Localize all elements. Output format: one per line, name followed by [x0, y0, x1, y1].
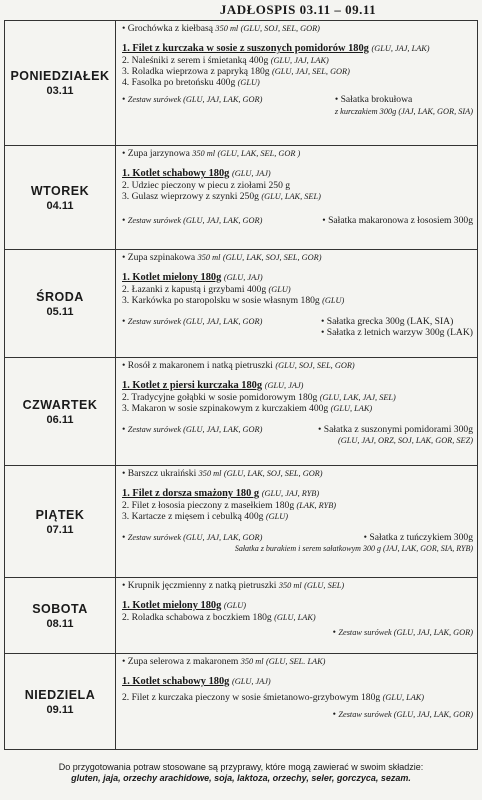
salad-right-line1: Sałatka z tuńczykiem 300g — [369, 532, 473, 544]
day-row-thursday — [5, 358, 478, 466]
day-row-saturday — [5, 578, 478, 654]
main-dish-2 — [122, 500, 473, 511]
main-dish-2-name: 2. Roladka schabowa z boczkiem 180g — [122, 611, 272, 623]
main-dish-1-allergens: (GLU, JAJ) — [223, 273, 263, 283]
salads-row — [122, 532, 473, 543]
main-dish-2-name: 2. Naleśniki z serem i śmietanką 400g — [122, 54, 269, 66]
main-dish-3-allergens: (GLU) — [322, 295, 345, 305]
main-dish-1-name: 1. Kotlet z piersi kurczaka 180g — [122, 380, 263, 392]
main-dish-1-allergens: (GLU, JAJ) — [264, 381, 304, 391]
main-dish-1-allergens: (GLU, JAJ) — [231, 677, 271, 687]
day-date: 09.11 — [46, 703, 74, 716]
day-date: 07.11 — [46, 523, 74, 536]
main-dish-2 — [122, 392, 473, 403]
salad-right: • Zestaw surówek (GLU, JAJ, LAK, GOR) — [332, 708, 473, 720]
day-date: 04.11 — [46, 199, 74, 212]
main-dish-4-name: 4. Fasolka po bretońsku 400g — [122, 77, 236, 89]
soup-name: Zupa szpinakowa — [127, 252, 196, 263]
soup-name: Rosół z makaronem i natką pietruszki — [127, 360, 273, 371]
salad-right-line1: Sałatka brokułowa — [340, 94, 413, 106]
soup-size: 350 ml — [278, 581, 302, 590]
dishes-cell — [116, 21, 478, 146]
dishes-cell — [116, 358, 478, 466]
salads-row — [122, 215, 473, 226]
soup-item: • Grochówka z kiełbasą 350 ml (GLU, SOJ, SEL, GOR) — [122, 23, 320, 34]
main-dish-3-allergens: (GLU, LAK) — [330, 403, 373, 413]
main-dish-1 — [122, 676, 473, 687]
main-dish-4-allergens: (GLU) — [237, 78, 260, 88]
day-row-wednesday — [5, 250, 478, 358]
soup-allergens: (GLU, SOJ, SEL, GOR) — [240, 24, 320, 33]
soup-size: 350 ml — [215, 24, 239, 33]
page-title: JADŁOSPIS 03.11 – 09.11 — [219, 2, 377, 17]
soup-allergens: (GLU, LAK, SEL, GOR ) — [217, 149, 301, 158]
soup-name: Zupa jarzynowa — [127, 148, 190, 159]
main-dish-1-name: 1. Kotlet mielony 180g — [122, 272, 222, 284]
soup-allergens: (GLU, SEL) — [304, 581, 345, 590]
main-dish-1 — [122, 600, 473, 611]
main-dish-2 — [122, 55, 473, 66]
day-row-tuesday — [5, 146, 478, 250]
main-dish-3-name: 3. Kartacze z mięsem i cebulką 400g — [122, 510, 264, 522]
salad-right-line1: Sałatka grecka 300g (LAK, SIA) — [326, 316, 454, 328]
soup-name: Zupa selerowa z makaronem — [127, 656, 239, 667]
soup-allergens: (GLU, SOJ, SEL, GOR) — [275, 361, 355, 370]
day-cell — [5, 146, 116, 250]
soup-item: • Zupa selerowa z makaronem 350 ml (GLU, SEL. LAK) — [122, 656, 326, 667]
salad-left: • Zestaw surówek (GLU, JAJ, LAK, GOR) — [122, 94, 263, 106]
footer-allergen-list: gluten, jaja, orzechy arachidowe, soja, laktoza, orzechy, seler, gorczyca, sezam. — [71, 773, 411, 783]
main-dish-2-name: 2. Filet z łososia pieczony z masełkiem 180g — [122, 499, 295, 511]
salad-right: • Sałatka grecka 300g (LAK, SIA) • Sałatka z letnich warzyw 300g (LAK) — [320, 316, 473, 339]
salad-text: Zestaw surówek (GLU, JAJ, LAK, GOR) — [338, 709, 473, 719]
day-cell — [5, 21, 116, 146]
main-dish-2-name: 2. Filet z kurczaka pieczony w sosie śmietanowo-grzybowym 180g — [122, 691, 381, 703]
soup-size: 350 ml — [198, 469, 222, 478]
day-name: NIEDZIELA — [24, 687, 96, 702]
main-dish-3 — [122, 66, 473, 77]
soup-name: Krupnik jęczmienny z natką pietruszki — [127, 580, 277, 591]
day-name: CZWARTEK — [22, 397, 98, 412]
dishes-cell — [116, 466, 478, 578]
main-dish-3-allergens: (GLU, JAJ, SEL, GOR) — [272, 66, 350, 76]
main-dish-1 — [122, 43, 473, 54]
day-row-friday — [5, 466, 478, 578]
main-dish-2 — [122, 692, 473, 703]
footer-note — [0, 762, 482, 784]
main-dish-1-allergens: (GLU, JAJ, RYB) — [261, 489, 320, 499]
soup-name: Barszcz ukraiński — [127, 468, 197, 479]
day-name: SOBOTA — [32, 601, 88, 616]
salad-left-text: Zestaw surówek (GLU, JAJ, LAK, GOR) — [127, 216, 263, 226]
soup-size: 350 ml — [240, 657, 264, 666]
main-dish-2 — [122, 180, 473, 191]
main-dish-2 — [122, 612, 473, 623]
salad-right: • Zestaw surówek (GLU, JAJ, LAK, GOR) — [332, 626, 473, 638]
salad-text: Zestaw surówek (GLU, JAJ, LAK, GOR) — [338, 627, 473, 637]
salad-right: • Sałatka z suszonymi pomidorami 300g (GLU, JAJ, ORZ, SOJ, LAK, GOR, SEZ) — [318, 424, 473, 446]
day-cell — [5, 466, 116, 578]
main-dish-2-allergens: (GLU, LAK) — [382, 692, 425, 702]
salad-left-text: Zestaw surówek (GLU, JAJ, LAK, GOR) — [127, 95, 263, 105]
main-dish-3-name: 3. Karkówka po staropolsku w sosie własnym 180g — [122, 294, 320, 306]
main-dish-1-allergens: (GLU, JAJ) — [231, 169, 271, 179]
main-dish-1-allergens: (GLU) — [223, 601, 247, 611]
main-dish-1-name: 1. Kotlet schabowy 180g — [122, 168, 230, 180]
soup-item: • Barszcz ukraiński 350 ml (GLU, LAK, SOJ, SEL, GOR) — [122, 468, 323, 479]
main-dish-4 — [122, 77, 473, 88]
salad-right-line2: (GLU, JAJ, ORZ, SOJ, LAK, GOR, SEZ) — [337, 436, 473, 446]
salad-right: • Sałatka makaronowa z łososiem 300g — [322, 215, 473, 227]
day-name: ŚRODA — [36, 289, 84, 304]
main-dish-2-allergens: (GLU, JAJ, LAK) — [270, 55, 329, 65]
main-dish-3-allergens: (GLU, LAK, SEL) — [261, 191, 321, 201]
main-dish-2-name: 2. Łazanki z kapustą i grzybami 400g — [122, 283, 267, 295]
dishes-cell — [116, 250, 478, 358]
soup-allergens: (GLU, LAK, SOJ, SEL, GOR) — [222, 253, 322, 262]
menu-table — [4, 20, 478, 750]
main-dish-1-name: 1. Kotlet mielony 180g — [122, 600, 222, 612]
salad-right-line2: z kurczakiem 300g (JAJ, LAK, GOR, SIA) — [334, 106, 473, 116]
day-cell — [5, 358, 116, 466]
main-dish-3-name: 3. Makaron w sosie szpinakowym z kurczakiem 400g — [122, 402, 329, 414]
soup-name: Grochówka z kiełbasą — [127, 23, 214, 34]
main-dish-2-name: 2. Tradycyjne gołąbki w sosie pomidorowym 180g — [122, 391, 318, 403]
main-dish-1 — [122, 488, 473, 499]
salad-right: • Sałatka z tuńczykiem 300g — [363, 532, 473, 544]
soup-item: • Zupa szpinakowa 350 ml (GLU, LAK, SOJ, SEL, GOR) — [122, 252, 322, 263]
day-date: 06.11 — [46, 413, 74, 426]
soup-size: 350 ml — [192, 149, 216, 158]
main-dish-3-allergens: (GLU) — [265, 511, 288, 521]
main-dish-1-name: 1. Kotlet schabowy 180g — [122, 676, 230, 688]
main-dish-2-name: 2. Udziec pieczony w piecu z ziołami 250 g — [122, 179, 291, 191]
salad-left-text: Zestaw surówek (GLU, JAJ, LAK, GOR) — [127, 317, 263, 327]
salad-right-line2: Sałatka z letnich warzyw 300g (LAK) — [326, 327, 473, 339]
soup-item: • Zupa jarzynowa 350 ml (GLU, LAK, SEL, GOR ) — [122, 148, 301, 159]
salad-left: • Zestaw surówek (GLU, JAJ, LAK, GOR) — [122, 215, 263, 227]
day-row-sunday — [5, 654, 478, 750]
main-dish-2-allergens: (GLU, LAK) — [274, 612, 316, 622]
main-dish-1-name: 1. Filet z kurczaka w sosie z suszonych pomidorów 180g — [122, 43, 369, 55]
salads-row — [122, 424, 473, 447]
day-name: PIĄTEK — [35, 507, 85, 522]
soup-item: • Rosół z makaronem i natką pietruszki (GLU, SOJ, SEL, GOR) — [122, 360, 355, 371]
soup-size: 350 ml — [197, 253, 221, 262]
day-cell — [5, 250, 116, 358]
main-dish-3-name: 3. Gulasz wieprzowy z szynki 250g — [122, 190, 259, 202]
day-cell — [5, 578, 116, 654]
soup-allergens: (GLU, SEL. LAK) — [265, 657, 326, 666]
menu-sheet — [4, 0, 478, 760]
soup-item: • Krupnik jęczmienny z natką pietruszki 350 ml (GLU, SEL) — [122, 580, 345, 591]
main-dish-1 — [122, 272, 473, 283]
salad-right: • Sałatka brokułowa z kurczakiem 300g (JAJ, LAK, GOR, SIA) — [334, 94, 473, 116]
main-dish-1 — [122, 380, 473, 391]
main-dish-2-allergens: (GLU, LAK, JAJ, SEL) — [319, 392, 396, 402]
day-date: 05.11 — [46, 305, 74, 318]
salad-right-line2: Sałatka z burakiem i serem sałatkowym 300 g (JAJ, LAK, GOR, SIA, RYB) — [234, 544, 473, 554]
salad-left-text: Zestaw surówek (GLU, JAJ, LAK, GOR) — [127, 425, 263, 435]
footer-line-1: Do przygotowania potraw stosowane są przyprawy, które mogą zawierać w swoim składzie: — [58, 762, 424, 772]
main-dish-3-name: 3. Roladka wieprzowa z papryką 180g — [122, 65, 270, 77]
main-dish-1-name: 1. Filet z dorsza smażony 180 g — [122, 488, 260, 500]
main-dish-3 — [122, 511, 473, 522]
salads-row — [122, 94, 473, 117]
day-cell — [5, 654, 116, 750]
main-dish-2 — [122, 284, 473, 295]
salad-right-line1: Sałatka makaronowa z łososiem 300g — [328, 215, 473, 227]
main-dish-1-allergens: (GLU, JAJ, LAK) — [371, 44, 430, 54]
day-date: 08.11 — [46, 617, 74, 630]
salad-left: • Zestaw surówek (GLU, JAJ, LAK, GOR) — [122, 316, 263, 328]
salad-left-text: Zestaw surówek (GLU, JAJ, LAK, GOR) — [127, 533, 263, 543]
dishes-cell — [116, 654, 478, 750]
salad-right-line1: Sałatka z suszonymi pomidorami 300g — [323, 424, 473, 436]
main-dish-3 — [122, 191, 473, 202]
salad-left: • Zestaw surówek (GLU, JAJ, LAK, GOR) — [122, 424, 263, 436]
salad-left: • Zestaw surówek (GLU, JAJ, LAK, GOR) — [122, 532, 263, 544]
soup-allergens: (GLU, LAK, SOJ, SEL, GOR) — [223, 469, 323, 478]
dishes-cell — [116, 146, 478, 250]
main-dish-3 — [122, 403, 473, 414]
day-name: PONIEDZIAŁEK — [10, 69, 110, 83]
main-dish-2-allergens: (LAK, RYB) — [296, 500, 337, 510]
dishes-cell — [116, 578, 478, 654]
day-name: WTOREK — [30, 183, 90, 198]
main-dish-2-allergens: (GLU) — [268, 284, 291, 294]
main-dish-3 — [122, 295, 473, 306]
day-row-monday — [5, 21, 478, 146]
main-dish-1 — [122, 168, 473, 179]
day-date: 03.11 — [46, 85, 74, 97]
salads-row — [122, 316, 473, 339]
